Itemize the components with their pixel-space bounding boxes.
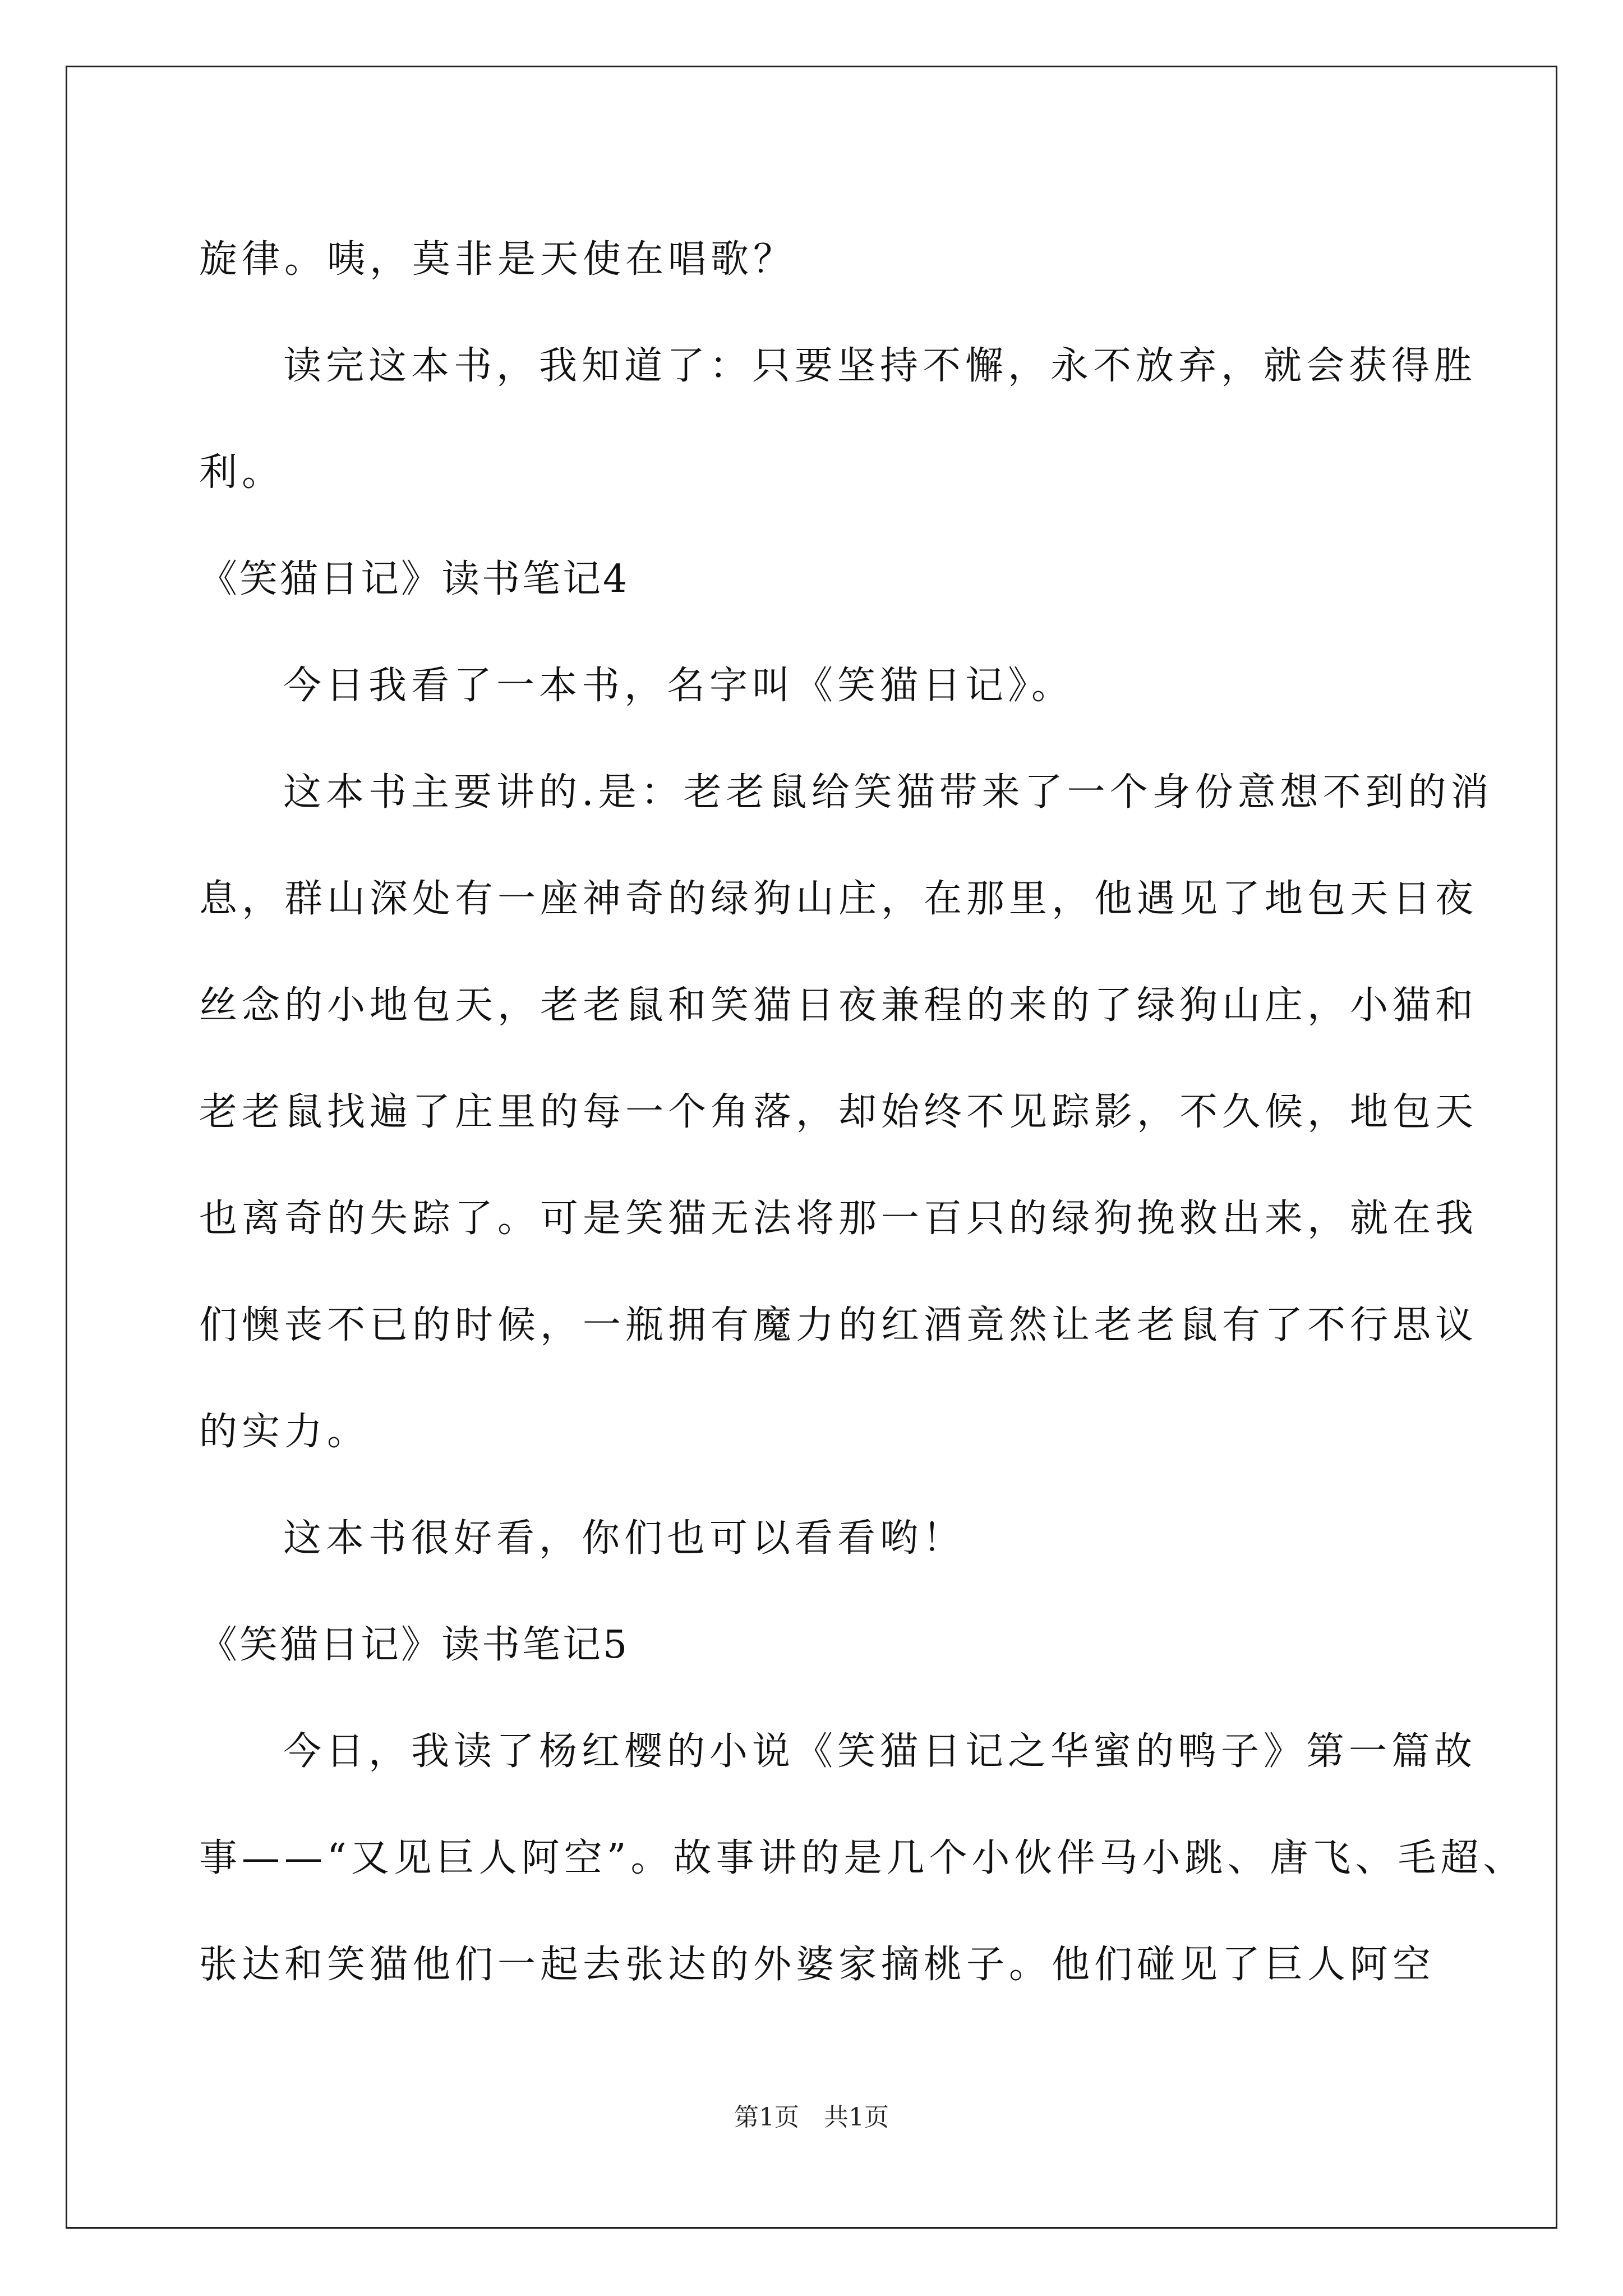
paragraph-line: 旋律。咦，莫非是天使在唱歌？ <box>199 237 796 282</box>
paragraph-line: 读完这本书，我知道了：只要坚持不懈，永不放弃，就会获得胜 <box>283 344 1477 388</box>
paragraph-line: 利。 <box>199 450 285 495</box>
paragraph-line: 张达和笑猫他们一起去张达的外婆家摘桃子。他们碰见了巨人阿空 <box>199 1943 1436 1987</box>
paragraph-line: 的实力。 <box>199 1410 370 1454</box>
paragraph-line: 丝念的小地包天，老老鼠和笑猫日夜兼程的来的了绿狗山庄，小猫和 <box>199 983 1478 1028</box>
paragraph-line: 这本书主要讲的.是：老老鼠给笑猫带来了一个身份意想不到的消 <box>283 770 1493 815</box>
paragraph-line: 也离奇的失踪了。可是笑猫无法将那一百只的绿狗挽救出来，就在我 <box>199 1197 1478 1241</box>
paragraph-line: 们懊丧不已的时候，一瓶拥有魔力的红酒竟然让老老鼠有了不行思议 <box>199 1303 1478 1347</box>
paragraph-line: 事——“又见巨人阿空”。故事讲的是几个小伙伴马小跳、唐飞、毛超、 <box>199 1836 1526 1880</box>
paragraph-line: 息，群山深处有一座神奇的绿狗山庄，在那里，他遇见了地包天日夜 <box>199 877 1478 921</box>
section-heading: 《笑猫日记》读书笔记5 <box>199 1623 630 1667</box>
page-number-footer: 第1页 共1页 <box>734 2103 889 2132</box>
document-body <box>199 206 1526 2018</box>
paragraph-line: 今日我看了一本书，名字叫《笑猫日记》。 <box>283 664 1075 708</box>
paragraph-line: 这本书很好看，你们也可以看看哟！ <box>283 1516 966 1561</box>
paragraph-line: 今日，我读了杨红樱的小说《笑猫日记之华蜜的鸭子》第一篇故 <box>283 1729 1477 1774</box>
section-heading: 《笑猫日记》读书笔记4 <box>199 557 630 601</box>
paragraph-line: 老老鼠找遍了庄里的每一个角落，却始终不见踪影，不久候，地包天 <box>199 1090 1478 1134</box>
